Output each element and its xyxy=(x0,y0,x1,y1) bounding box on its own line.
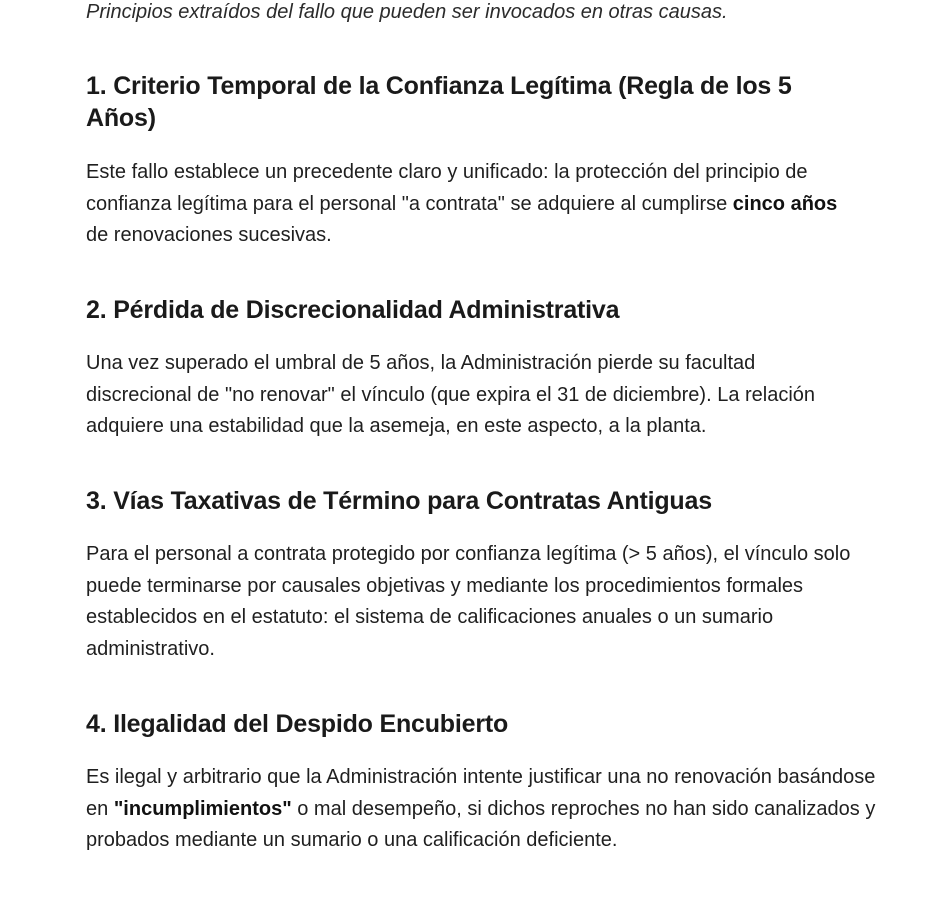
section-4-body-emphasis: "incumplimientos" xyxy=(113,797,292,820)
section-1-heading: 1. Criterio Temporal de la Confianza Legítima (Regla de los 5 Años) xyxy=(86,72,792,132)
section-1-body-text-end: de renovaciones sucesivas. xyxy=(86,224,332,246)
section-4-heading: 4. Ilegalidad del Despido Encubierto xyxy=(86,710,509,738)
section-4-body-text-end: o mal desempeño, si dichos reproches no han sido canalizados y probados mediante un sumario o una calificación deficiente. xyxy=(86,797,876,851)
section-1-body xyxy=(86,157,846,252)
section-4-body-text: Es ilegal y arbitrario que la Administración intente justificar una no renovación basándose en xyxy=(86,766,876,820)
intro-text: Principios extraídos del fallo que pueden ser invocados en otras causas. xyxy=(86,1,728,23)
section-1-body-text: Este fallo establece un precedente claro y unificado: la protección del principio de confianza legítima para el personal "a contrata" se adquiere al cumplirse xyxy=(86,161,808,215)
section-1-body-emphasis: cinco años xyxy=(732,192,838,215)
document-content xyxy=(86,0,876,851)
section-2-body: Una vez superado el umbral de 5 años, la Administración pierde su facultad discrecional de "no renovar" el vínculo (que expira el 31 de diciembre). La relación adquiere una estabilidad que la asemeja, en este aspecto, a la planta. xyxy=(86,352,816,437)
section-2-heading: 2. Pérdida de Discrecionalidad Administrativa xyxy=(86,296,620,324)
section-3-heading: 3. Vías Taxativas de Término para Contratas Antiguas xyxy=(86,487,712,515)
section-4-body xyxy=(86,762,876,857)
section-3-body: Para el personal a contrata protegido por confianza legítima (> 5 años), el vínculo solo puede terminarse por causales objetivas y mediante los procedimientos formales establecidos en el estatuto: el sistema de calificaciones anuales o un sumario administrativo. xyxy=(86,543,851,660)
